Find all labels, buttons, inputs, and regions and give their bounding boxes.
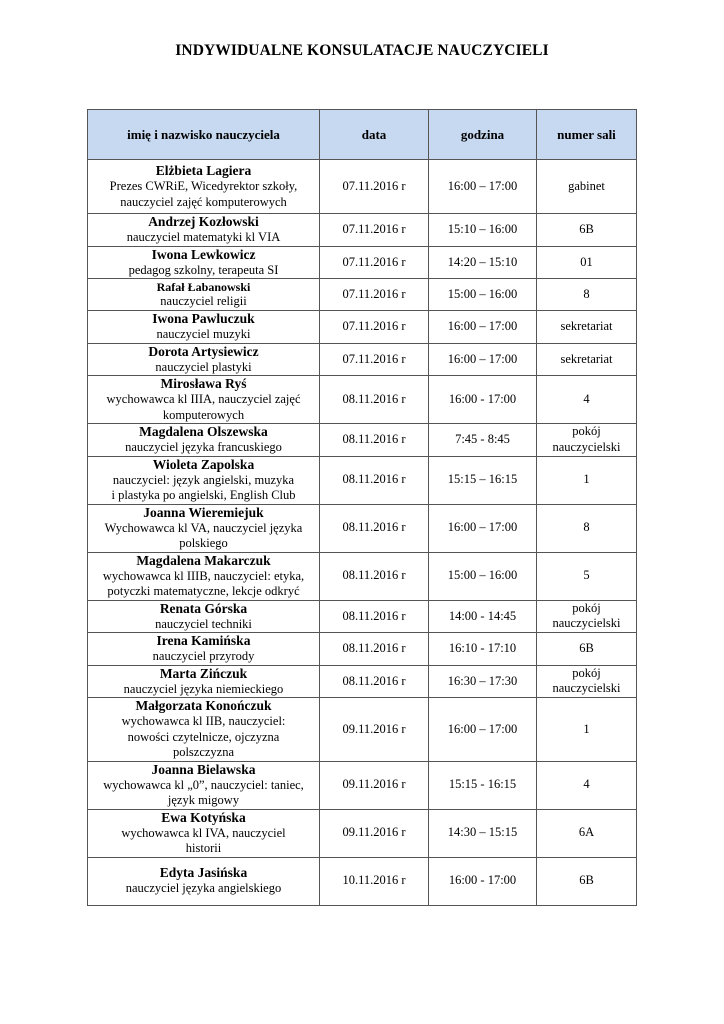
room-label: nauczycielski bbox=[552, 616, 621, 631]
teacher-name: Magdalena Olszewska bbox=[139, 424, 268, 439]
date-cell: 08.11.2016 r bbox=[320, 552, 429, 600]
teacher-name: Edyta Jasińska bbox=[159, 865, 248, 881]
teacher-role: pedagog szkolny, terapeuta SI bbox=[128, 262, 279, 277]
room-label: 6B bbox=[579, 873, 594, 888]
room-label: pokój bbox=[572, 600, 601, 615]
teacher-role: wychowawca kl IIIB, nauczyciel: etyka, bbox=[102, 568, 305, 583]
teacher-cell bbox=[88, 279, 320, 311]
teacher-name: Mirosława Ryś bbox=[160, 376, 247, 391]
teacher-role: wychowawca kl IIIA, nauczyciel zajęć bbox=[106, 392, 301, 406]
date-cell: 07.11.2016 r bbox=[320, 343, 429, 376]
time-cell: 16:00 – 17:00 bbox=[429, 504, 537, 552]
table-row bbox=[88, 504, 637, 552]
room-cell bbox=[537, 857, 637, 905]
table-row bbox=[88, 809, 637, 857]
room-cell bbox=[537, 246, 637, 279]
date-cell: 08.11.2016 r bbox=[320, 456, 429, 504]
teacher-role: nauczyciel: język angielski, muzyka bbox=[112, 472, 295, 487]
teacher-name: Marta Zińczuk bbox=[159, 665, 248, 681]
date-cell: 07.11.2016 r bbox=[320, 160, 429, 214]
room-cell bbox=[537, 456, 637, 504]
page-title: INDYWIDUALNE KONSULATACJE NAUCZYCIELI bbox=[175, 42, 549, 59]
room-label: 1 bbox=[583, 472, 590, 487]
room-cell bbox=[537, 761, 637, 809]
date-cell: 08.11.2016 r bbox=[320, 600, 429, 633]
time-cell: 14:00 - 14:45 bbox=[429, 600, 537, 633]
teacher-role: historii bbox=[185, 841, 222, 855]
time-cell: 16:00 - 17:00 bbox=[429, 857, 537, 905]
teacher-role: nauczyciel plastyki bbox=[155, 359, 252, 374]
room-label: 01 bbox=[580, 254, 593, 269]
teacher-cell bbox=[88, 424, 320, 457]
teacher-role: nowości czytelnicze, ojczyzna bbox=[127, 729, 280, 744]
teacher-name: Iwona Lewkowicz bbox=[151, 246, 256, 262]
date-cell: 08.11.2016 r bbox=[320, 376, 429, 424]
room-cell bbox=[537, 600, 637, 633]
time-cell: 16:00 – 17:00 bbox=[429, 698, 537, 762]
teacher-cell bbox=[88, 376, 320, 424]
date-cell: 10.11.2016 r bbox=[320, 857, 429, 905]
time-cell: 7:45 - 8:45 bbox=[429, 424, 537, 457]
teacher-role: język migowy bbox=[167, 793, 240, 807]
teacher-role: wychowawca kl IIB, nauczyciel: bbox=[121, 714, 286, 728]
room-cell bbox=[537, 504, 637, 552]
date-cell: 08.11.2016 r bbox=[320, 633, 429, 666]
teacher-cell bbox=[88, 246, 320, 279]
room-label: 6B bbox=[579, 641, 594, 655]
table-row bbox=[88, 761, 637, 809]
table-row bbox=[88, 665, 637, 698]
table-row bbox=[88, 279, 637, 311]
time-cell: 15:00 – 16:00 bbox=[429, 552, 537, 600]
table-row bbox=[88, 633, 637, 666]
table-row bbox=[88, 160, 637, 214]
table-row bbox=[88, 600, 637, 633]
table-row bbox=[88, 343, 637, 376]
teacher-name: Małgorzata Konończuk bbox=[135, 698, 272, 713]
table-row bbox=[88, 424, 637, 457]
teacher-cell bbox=[88, 343, 320, 376]
teacher-role: wychowawca kl „0”, nauczyciel: taniec, bbox=[103, 777, 304, 792]
table-row bbox=[88, 456, 637, 504]
teacher-name: Andrzej Kozłowski bbox=[148, 214, 259, 229]
time-cell: 15:00 – 16:00 bbox=[429, 279, 537, 311]
teacher-cell bbox=[88, 552, 320, 600]
teacher-role: wychowawca kl IVA, nauczyciel bbox=[121, 825, 286, 840]
teacher-name: Dorota Artysiewicz bbox=[148, 343, 259, 359]
room-label: nauczycielski bbox=[552, 439, 621, 454]
teacher-role: komputerowych bbox=[162, 407, 245, 422]
teacher-name: Magdalena Makarczuk bbox=[136, 552, 271, 568]
teacher-name: Elżbieta Lagiera bbox=[155, 163, 252, 178]
teacher-name: Iwona Pawluczuk bbox=[152, 311, 255, 326]
teacher-name: Joanna Bielawska bbox=[151, 761, 256, 777]
room-cell bbox=[537, 809, 637, 857]
teacher-cell bbox=[88, 809, 320, 857]
room-label: 8 bbox=[583, 286, 590, 301]
table-row bbox=[88, 214, 637, 247]
time-cell: 16:00 - 17:00 bbox=[429, 376, 537, 424]
room-cell bbox=[537, 552, 637, 600]
table-row bbox=[88, 552, 637, 600]
room-label: pokój bbox=[572, 665, 601, 680]
teacher-role: potyczki matematyczne, lekcje odkryć bbox=[107, 584, 300, 598]
teacher-role: Prezes CWRiE, Wicedyrektor szkoły, bbox=[109, 179, 298, 193]
teacher-cell bbox=[88, 665, 320, 698]
room-label: 4 bbox=[583, 777, 590, 792]
table-row bbox=[88, 698, 637, 762]
teacher-name: Irena Kamińska bbox=[156, 633, 251, 648]
time-cell: 15:15 – 16:15 bbox=[429, 456, 537, 504]
room-label: 5 bbox=[583, 568, 590, 583]
teacher-role: Wychowawca kl VA, nauczyciel języka bbox=[104, 520, 303, 535]
teacher-cell bbox=[88, 214, 320, 247]
time-cell: 16:00 – 17:00 bbox=[429, 311, 537, 344]
header-date: data bbox=[320, 110, 429, 160]
teacher-name: Rafał Łabanowski bbox=[156, 279, 251, 294]
teacher-role: nauczyciel języka niemieckiego bbox=[123, 681, 284, 696]
teacher-cell bbox=[88, 504, 320, 552]
room-label: nauczycielski bbox=[552, 681, 621, 696]
date-cell: 09.11.2016 r bbox=[320, 809, 429, 857]
teacher-cell bbox=[88, 311, 320, 344]
time-cell: 15:10 – 16:00 bbox=[429, 214, 537, 247]
table-header-row bbox=[88, 110, 637, 160]
time-cell: 14:30 – 15:15 bbox=[429, 809, 537, 857]
room-label: 1 bbox=[583, 721, 590, 736]
time-cell: 15:15 - 16:15 bbox=[429, 761, 537, 809]
teacher-role: nauczyciel zajęć komputerowych bbox=[120, 194, 287, 209]
teacher-name: Renata Górska bbox=[159, 600, 248, 616]
teacher-name: Ewa Kotyńska bbox=[161, 809, 246, 825]
time-cell: 16:00 – 17:00 bbox=[429, 160, 537, 214]
room-cell bbox=[537, 214, 637, 247]
date-cell: 09.11.2016 r bbox=[320, 698, 429, 762]
room-cell bbox=[537, 698, 637, 762]
teacher-role: nauczyciel języka angielskiego bbox=[125, 881, 282, 896]
room-label: 6B bbox=[579, 222, 594, 236]
teacher-name: Joanna Wieremiejuk bbox=[143, 504, 264, 520]
room-cell bbox=[537, 633, 637, 666]
room-label: pokój bbox=[572, 424, 601, 439]
room-label: 4 bbox=[583, 391, 590, 406]
date-cell: 08.11.2016 r bbox=[320, 665, 429, 698]
time-cell: 16:30 – 17:30 bbox=[429, 665, 537, 698]
teacher-cell bbox=[88, 761, 320, 809]
header-time: godzina bbox=[429, 110, 537, 160]
teacher-cell bbox=[88, 456, 320, 504]
time-cell: 16:10 - 17:10 bbox=[429, 633, 537, 666]
date-cell: 07.11.2016 r bbox=[320, 311, 429, 344]
teacher-role: i plastyka po angielski, English Club bbox=[111, 488, 296, 502]
room-cell bbox=[537, 665, 637, 698]
room-cell bbox=[537, 424, 637, 457]
room-cell bbox=[537, 343, 637, 376]
teacher-cell bbox=[88, 698, 320, 762]
room-cell bbox=[537, 160, 637, 214]
teacher-role: nauczyciel religii bbox=[160, 293, 247, 308]
table-row bbox=[88, 857, 637, 905]
teacher-role: nauczyciel języka francuskiego bbox=[125, 440, 282, 454]
room-cell bbox=[537, 279, 637, 311]
room-cell bbox=[537, 311, 637, 344]
time-cell: 14:20 – 15:10 bbox=[429, 246, 537, 279]
date-cell: 07.11.2016 r bbox=[320, 279, 429, 311]
table-row bbox=[88, 311, 637, 344]
header-teacher: imię i nazwisko nauczyciela bbox=[88, 110, 320, 160]
room-label: sekretariat bbox=[560, 319, 613, 333]
table-row bbox=[88, 246, 637, 279]
teacher-role: nauczyciel matematyki kl VIA bbox=[126, 230, 281, 244]
date-cell: 07.11.2016 r bbox=[320, 246, 429, 279]
teacher-cell bbox=[88, 160, 320, 214]
teacher-cell bbox=[88, 633, 320, 666]
room-label: sekretariat bbox=[560, 351, 613, 366]
teacher-role: nauczyciel przyrody bbox=[152, 649, 255, 663]
header-room: numer sali bbox=[537, 110, 637, 160]
teacher-cell bbox=[88, 857, 320, 905]
teacher-role: nauczyciel techniki bbox=[155, 616, 252, 631]
table-body bbox=[88, 160, 637, 906]
teacher-name: Wioleta Zapolska bbox=[152, 456, 255, 472]
time-cell: 16:00 – 17:00 bbox=[429, 343, 537, 376]
date-cell: 08.11.2016 r bbox=[320, 424, 429, 457]
table-row bbox=[88, 376, 637, 424]
teacher-role: nauczyciel muzyki bbox=[156, 327, 251, 341]
teacher-role: polskiego bbox=[179, 536, 228, 550]
room-cell bbox=[537, 376, 637, 424]
date-cell: 08.11.2016 r bbox=[320, 504, 429, 552]
room-label: 6A bbox=[578, 825, 595, 840]
date-cell: 09.11.2016 r bbox=[320, 761, 429, 809]
teacher-role: polszczyzna bbox=[172, 745, 235, 759]
room-label: gabinet bbox=[568, 178, 605, 193]
room-label: 8 bbox=[583, 520, 590, 535]
date-cell: 07.11.2016 r bbox=[320, 214, 429, 247]
teacher-cell bbox=[88, 600, 320, 633]
consultations-table bbox=[87, 109, 637, 906]
